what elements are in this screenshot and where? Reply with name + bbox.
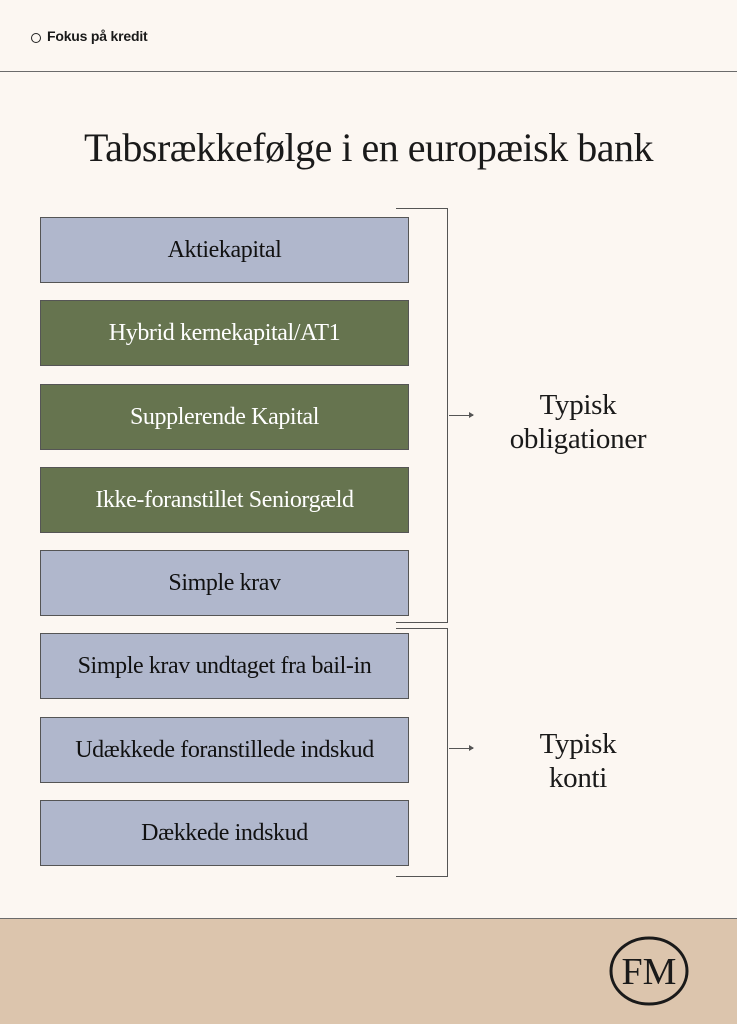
group-label-line: Typisk	[539, 389, 617, 421]
tier-label: Simple krav undtaget fra bail-in	[77, 652, 372, 679]
arrow-right-icon	[449, 748, 473, 749]
tier-label: Aktiekapital	[167, 236, 282, 263]
group-label-line: Typisk	[539, 728, 617, 760]
arrow-right-icon	[449, 415, 473, 416]
tier-label: Hybrid kernekapital/AT1	[108, 319, 341, 346]
tier-box-simple-krav-undtaget	[40, 633, 409, 699]
group-label-obligationer	[478, 388, 678, 456]
tier-box-seniorgaeld	[40, 467, 409, 533]
tier-label: Dækkede indskud	[141, 819, 308, 846]
group-label-line: konti	[548, 762, 608, 794]
tier-box-at1	[40, 300, 409, 366]
fm-monogram-logo	[609, 936, 689, 1006]
tier-label: Supplerende Kapital	[129, 403, 319, 430]
group-label-line: obligationer	[509, 423, 647, 455]
diagram-title: Tabsrækkefølge i en europæisk bank	[84, 125, 653, 170]
logo-text: FM	[621, 951, 677, 993]
tier-box-daekkede-indskud	[40, 800, 409, 866]
header-label: Fokus på kredit	[47, 28, 148, 44]
bracket-obligationer	[396, 208, 448, 623]
tier-box-udaekkede-indskud	[40, 717, 409, 783]
circle-bullet-icon	[31, 33, 41, 43]
page-header	[0, 0, 737, 72]
bracket-konti	[396, 628, 448, 877]
tier-box-supplerende-kapital	[40, 384, 409, 450]
tier-box-simple-krav	[40, 550, 409, 616]
tier-label: Udækkede foranstillede indskud	[75, 736, 374, 763]
tier-box-aktiekapital	[40, 217, 409, 283]
tier-label: Simple krav	[168, 569, 281, 596]
tier-label: Ikke-foranstillet Seniorgæld	[95, 486, 354, 513]
group-label-konti	[478, 727, 678, 795]
